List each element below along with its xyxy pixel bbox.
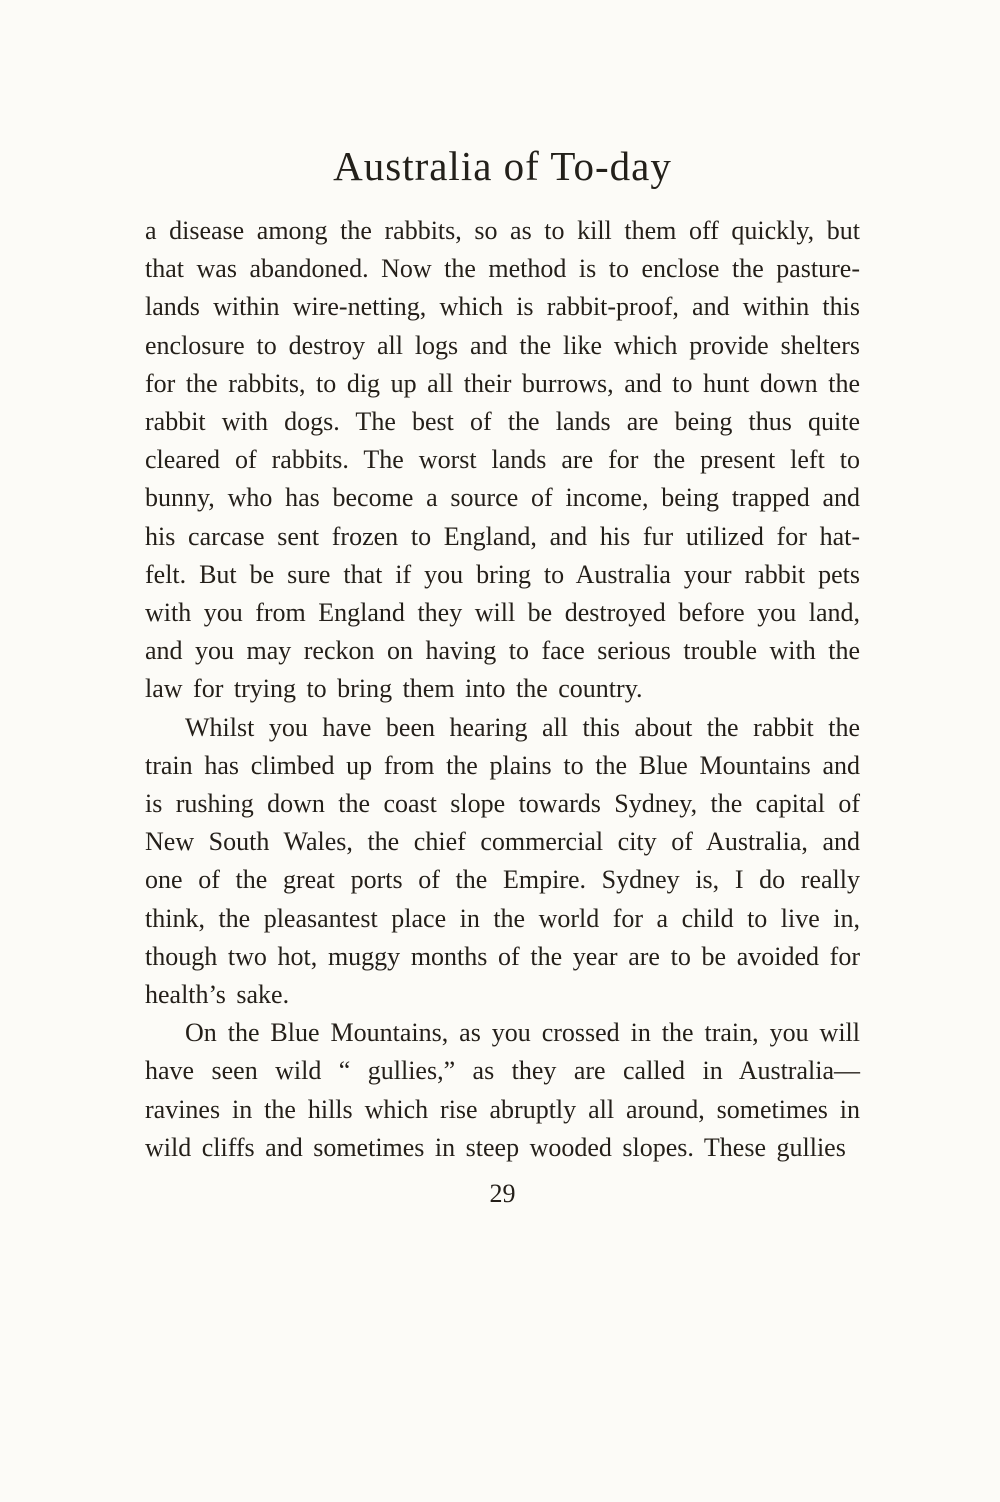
page-number: 29 bbox=[489, 1179, 516, 1209]
paragraph-1: a disease among the rabbits, so as to kill them off quickly, but that was abandoned. Now the method is to enclose the pasture-lands within wire-netting, which is rabbit-proof, and within this enclosure to destroy all logs and the like which provide shelters for the rabbits, to dig up all their burrows, and to hunt down the rabbit with dogs. The best of the lands are being thus quite cleared of rabbits. The worst lands are for the present left to bunny, who has become a source of income, being trapped and his carcase sent frozen to England, and his fur utilized for hat-felt. But be sure that if you bring to Australia your rabbit pets with you from England they will be destroyed before you land, and you may reckon on having to face serious trouble with the law for trying to bring them into the country. bbox=[145, 216, 860, 704]
paragraph-3: On the Blue Mountains, as you crossed in the train, you will have seen wild “ gullies,” as they are called in Australia—ravines in the hills which rise abruptly all around, sometimes in wild cliffs and sometimes in steep wooded slopes. These gullies bbox=[145, 1018, 860, 1162]
page-body bbox=[145, 212, 860, 1167]
paragraph-2: Whilst you have been hearing all this about the rabbit the train has climbed up from the plains to the Blue Mountains and is rushing down the coast slope towards Sydney, the capital of New South Wales, the chief commercial city of Australia, and one of the great ports of the Empire. Sydney is, I do really think, the pleasantest place in the world for a child to live in, though two hot, muggy months of the year are to be avoided for health’s sake. bbox=[145, 712, 860, 1010]
page-title: Australia of To-day bbox=[333, 143, 672, 189]
